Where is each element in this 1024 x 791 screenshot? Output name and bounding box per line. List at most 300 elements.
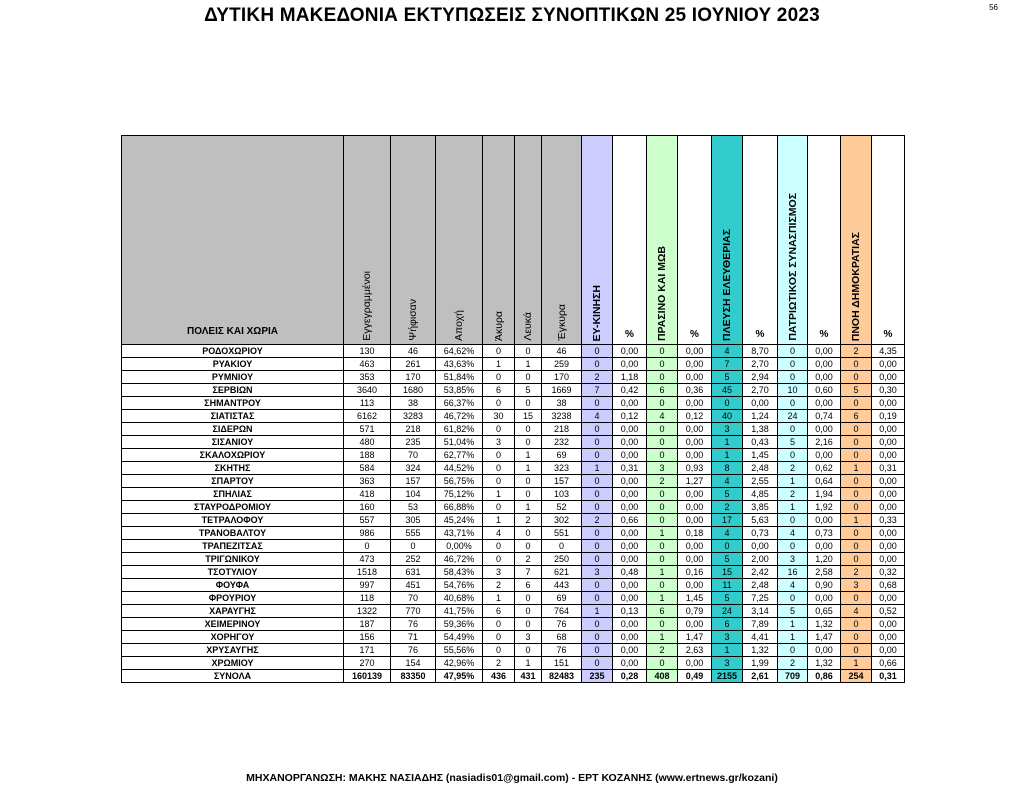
cell-blank: 0 — [515, 592, 542, 605]
cell-registered: 160 — [344, 501, 391, 514]
table-row — [122, 345, 905, 358]
cell-abstention: 54,76% — [436, 579, 483, 592]
header-pct-4: % — [808, 136, 841, 345]
cell-pnoi-pct: 0,00 — [872, 592, 905, 605]
cell-pnoi: 0 — [841, 644, 872, 657]
cell-plefsi-pct: 5,63 — [743, 514, 778, 527]
cell-pnoi: 1 — [841, 657, 872, 670]
header-blank — [515, 136, 542, 345]
cell-patriotikos: 5 — [778, 436, 808, 449]
table-row — [122, 605, 905, 618]
cell-pnoi-pct: 0,00 — [872, 540, 905, 553]
cell-invalid: 2 — [483, 657, 515, 670]
cell-abstention: 62,77% — [436, 449, 483, 462]
cell-blank: 0 — [515, 475, 542, 488]
header-party-pnoi-label: ΠΝΟΗ ΔΗΜΟΚΡΑΤΙΑΣ — [850, 231, 862, 341]
cell-place: ΦΟΥΦΑ — [122, 579, 344, 592]
cell-plefsi-pct: 2,61 — [743, 670, 778, 683]
cell-plefsi: 3 — [712, 631, 743, 644]
cell-plefsi-pct: 2,00 — [743, 553, 778, 566]
cell-pnoi: 1 — [841, 462, 872, 475]
header-abstention-label: Αποχή — [453, 309, 465, 341]
cell-patriotikos: 0 — [778, 423, 808, 436]
cell-plefsi-pct: 2,42 — [743, 566, 778, 579]
cell-prasino-mov: 0 — [647, 423, 678, 436]
cell-plefsi: 24 — [712, 605, 743, 618]
cell-invalid: 0 — [483, 371, 515, 384]
cell-patriotikos: 0 — [778, 592, 808, 605]
cell-place: ΣΙΔΕΡΩΝ — [122, 423, 344, 436]
cell-valid: 151 — [542, 657, 582, 670]
table-row — [122, 475, 905, 488]
cell-patriotikos-pct: 0,00 — [808, 345, 841, 358]
header-party-pnoi — [841, 136, 872, 345]
cell-registered: 0 — [344, 540, 391, 553]
cell-patriotikos-pct: 1,47 — [808, 631, 841, 644]
cell-place: ΣΚΑΛΟΧΩΡΙΟΥ — [122, 449, 344, 462]
cell-valid: 250 — [542, 553, 582, 566]
cell-voted: 83350 — [391, 670, 436, 683]
cell-valid: 68 — [542, 631, 582, 644]
results-body — [122, 345, 905, 683]
cell-blank: 0 — [515, 618, 542, 631]
cell-abstention: 41,75% — [436, 605, 483, 618]
table-row — [122, 553, 905, 566]
cell-blank: 1 — [515, 501, 542, 514]
cell-prasino-mov-pct: 0,00 — [678, 553, 712, 566]
cell-place: ΣΗΜΑΝΤΡΟΥ — [122, 397, 344, 410]
cell-blank: 0 — [515, 423, 542, 436]
cell-prasino-mov: 1 — [647, 527, 678, 540]
cell-pnoi: 2 — [841, 345, 872, 358]
cell-ev-kinisi: 0 — [582, 631, 613, 644]
cell-registered: 6162 — [344, 410, 391, 423]
cell-ev-kinisi-pct: 0,00 — [613, 592, 647, 605]
table-row — [122, 358, 905, 371]
cell-plefsi: 1 — [712, 436, 743, 449]
cell-ev-kinisi-pct: 0,13 — [613, 605, 647, 618]
cell-prasino-mov-pct: 1,45 — [678, 592, 712, 605]
cell-pnoi: 0 — [841, 371, 872, 384]
cell-pnoi: 1 — [841, 514, 872, 527]
cell-prasino-mov-pct: 0,00 — [678, 449, 712, 462]
cell-pnoi-pct: 0,00 — [872, 371, 905, 384]
cell-voted: 53 — [391, 501, 436, 514]
cell-invalid: 0 — [483, 644, 515, 657]
cell-registered: 986 — [344, 527, 391, 540]
cell-plefsi: 4 — [712, 527, 743, 540]
cell-valid: 3238 — [542, 410, 582, 423]
cell-place: ΤΡΑΠΕΖΙΤΣΑΣ — [122, 540, 344, 553]
cell-patriotikos: 2 — [778, 488, 808, 501]
totals-row — [122, 670, 905, 683]
cell-abstention: 66,37% — [436, 397, 483, 410]
cell-abstention: 64,62% — [436, 345, 483, 358]
cell-pnoi-pct: 0,19 — [872, 410, 905, 423]
cell-prasino-mov-pct: 0,93 — [678, 462, 712, 475]
cell-plefsi-pct: 8,70 — [743, 345, 778, 358]
cell-plefsi-pct: 3,85 — [743, 501, 778, 514]
cell-patriotikos: 1 — [778, 631, 808, 644]
cell-abstention: 55,56% — [436, 644, 483, 657]
cell-place: ΡΥΑΚΙΟΥ — [122, 358, 344, 371]
cell-ev-kinisi: 7 — [582, 384, 613, 397]
cell-voted: 46 — [391, 345, 436, 358]
cell-plefsi-pct: 4,41 — [743, 631, 778, 644]
cell-abstention: 46,72% — [436, 410, 483, 423]
cell-abstention: 56,75% — [436, 475, 483, 488]
cell-patriotikos-pct: 0,00 — [808, 540, 841, 553]
cell-pnoi: 0 — [841, 553, 872, 566]
cell-pnoi: 254 — [841, 670, 872, 683]
cell-patriotikos: 709 — [778, 670, 808, 683]
cell-invalid: 0 — [483, 397, 515, 410]
cell-invalid: 3 — [483, 436, 515, 449]
cell-invalid: 0 — [483, 475, 515, 488]
cell-patriotikos: 1 — [778, 618, 808, 631]
cell-pnoi-pct: 4,35 — [872, 345, 905, 358]
cell-prasino-mov: 6 — [647, 605, 678, 618]
cell-place: ΤΕΤΡΑΛΟΦΟΥ — [122, 514, 344, 527]
header-party-ev-kinisi — [582, 136, 613, 345]
cell-invalid: 0 — [483, 501, 515, 514]
cell-prasino-mov-pct: 0,00 — [678, 657, 712, 670]
cell-valid: 76 — [542, 644, 582, 657]
cell-prasino-mov-pct: 0,12 — [678, 410, 712, 423]
cell-voted: 305 — [391, 514, 436, 527]
cell-valid: 38 — [542, 397, 582, 410]
cell-patriotikos-pct: 0,60 — [808, 384, 841, 397]
footer-credit: ΜΗΧΑΝΟΡΓΑΝΩΣΗ: ΜΑΚΗΣ ΝΑΣΙΑΔΗΣ (nasiadis01@gmail.com) - ΕΡΤ ΚΟΖΑΝΗΣ (www.ertnews.gr/kozani) — [246, 772, 778, 784]
header-blank-label: Λευκά — [522, 312, 534, 341]
table-row — [122, 397, 905, 410]
cell-blank: 3 — [515, 631, 542, 644]
cell-blank: 0 — [515, 644, 542, 657]
cell-plefsi: 0 — [712, 397, 743, 410]
cell-ev-kinisi: 0 — [582, 358, 613, 371]
cell-plefsi-pct: 2,55 — [743, 475, 778, 488]
cell-prasino-mov-pct: 0,18 — [678, 527, 712, 540]
cell-patriotikos-pct: 0,00 — [808, 397, 841, 410]
cell-ev-kinisi-pct: 0,00 — [613, 657, 647, 670]
cell-registered: 584 — [344, 462, 391, 475]
cell-blank: 1 — [515, 462, 542, 475]
cell-registered: 187 — [344, 618, 391, 631]
cell-invalid: 436 — [483, 670, 515, 683]
cell-pnoi-pct: 0,00 — [872, 449, 905, 462]
table-row — [122, 566, 905, 579]
cell-plefsi-pct: 7,25 — [743, 592, 778, 605]
cell-plefsi-pct: 7,89 — [743, 618, 778, 631]
cell-registered: 353 — [344, 371, 391, 384]
cell-abstention: 43,71% — [436, 527, 483, 540]
cell-plefsi-pct: 2,70 — [743, 384, 778, 397]
cell-prasino-mov: 0 — [647, 579, 678, 592]
cell-patriotikos-pct: 0,00 — [808, 423, 841, 436]
cell-patriotikos-pct: 1,32 — [808, 618, 841, 631]
cell-blank: 6 — [515, 579, 542, 592]
cell-prasino-mov: 0 — [647, 501, 678, 514]
cell-registered: 480 — [344, 436, 391, 449]
cell-plefsi-pct: 0,00 — [743, 397, 778, 410]
cell-ev-kinisi-pct: 0,00 — [613, 579, 647, 592]
table-row — [122, 501, 905, 514]
cell-ev-kinisi-pct: 1,18 — [613, 371, 647, 384]
cell-prasino-mov: 0 — [647, 449, 678, 462]
cell-prasino-mov: 1 — [647, 566, 678, 579]
table-row — [122, 449, 905, 462]
cell-ev-kinisi: 2 — [582, 371, 613, 384]
cell-voted: 38 — [391, 397, 436, 410]
cell-blank: 2 — [515, 553, 542, 566]
cell-abstention: 40,68% — [436, 592, 483, 605]
cell-patriotikos-pct: 0,86 — [808, 670, 841, 683]
cell-plefsi: 2155 — [712, 670, 743, 683]
cell-registered: 156 — [344, 631, 391, 644]
cell-plefsi: 3 — [712, 657, 743, 670]
cell-pnoi-pct: 0,31 — [872, 670, 905, 683]
header-invalid — [483, 136, 515, 345]
cell-blank: 1 — [515, 657, 542, 670]
cell-invalid: 0 — [483, 618, 515, 631]
cell-pnoi: 0 — [841, 631, 872, 644]
cell-place: ΣΠΑΡΤΟΥ — [122, 475, 344, 488]
cell-plefsi: 4 — [712, 345, 743, 358]
cell-voted: 261 — [391, 358, 436, 371]
cell-patriotikos-pct: 1,94 — [808, 488, 841, 501]
cell-registered: 188 — [344, 449, 391, 462]
cell-plefsi-pct: 1,38 — [743, 423, 778, 436]
cell-valid: 103 — [542, 488, 582, 501]
cell-prasino-mov: 0 — [647, 397, 678, 410]
cell-prasino-mov: 2 — [647, 475, 678, 488]
cell-ev-kinisi-pct: 0,00 — [613, 631, 647, 644]
cell-prasino-mov-pct: 1,47 — [678, 631, 712, 644]
header-abstention — [436, 136, 483, 345]
cell-registered: 118 — [344, 592, 391, 605]
cell-valid: 69 — [542, 592, 582, 605]
cell-valid: 76 — [542, 618, 582, 631]
cell-ev-kinisi: 0 — [582, 501, 613, 514]
cell-invalid: 3 — [483, 566, 515, 579]
cell-patriotikos-pct: 0,73 — [808, 527, 841, 540]
cell-blank: 0 — [515, 345, 542, 358]
table-row — [122, 657, 905, 670]
cell-plefsi-pct: 0,00 — [743, 540, 778, 553]
cell-patriotikos-pct: 0,00 — [808, 371, 841, 384]
cell-voted: 235 — [391, 436, 436, 449]
header-invalid-label: Άκυρα — [492, 310, 505, 341]
cell-blank: 15 — [515, 410, 542, 423]
cell-blank: 0 — [515, 436, 542, 449]
cell-patriotikos: 0 — [778, 358, 808, 371]
cell-plefsi-pct: 2,48 — [743, 462, 778, 475]
cell-valid: 218 — [542, 423, 582, 436]
cell-prasino-mov-pct: 0,16 — [678, 566, 712, 579]
cell-place: ΣΚΗΤΗΣ — [122, 462, 344, 475]
cell-place: ΧΑΡΑΥΓΗΣ — [122, 605, 344, 618]
cell-voted: 76 — [391, 618, 436, 631]
cell-ev-kinisi: 0 — [582, 553, 613, 566]
cell-invalid: 1 — [483, 358, 515, 371]
header-voted — [391, 136, 436, 345]
cell-place: ΣΥΝΟΛΑ — [122, 670, 344, 683]
cell-pnoi: 0 — [841, 449, 872, 462]
cell-abstention: 51,04% — [436, 436, 483, 449]
header-pct-1: % — [613, 136, 647, 345]
cell-voted: 157 — [391, 475, 436, 488]
cell-patriotikos: 0 — [778, 397, 808, 410]
table-row — [122, 631, 905, 644]
cell-ev-kinisi-pct: 0,12 — [613, 410, 647, 423]
cell-ev-kinisi-pct: 0,00 — [613, 423, 647, 436]
cell-pnoi-pct: 0,00 — [872, 644, 905, 657]
cell-pnoi-pct: 0,33 — [872, 514, 905, 527]
cell-pnoi-pct: 0,68 — [872, 579, 905, 592]
table-row — [122, 410, 905, 423]
header-party-patriotikos-label: ΠΑΤΡΙΩΤΙΚΟΣ ΣΥΝΑΣΠΙΣΜΟΣ — [786, 193, 799, 341]
cell-abstention: 51,84% — [436, 371, 483, 384]
cell-ev-kinisi: 0 — [582, 449, 613, 462]
cell-place: ΧΕΙΜΕΡΙΝΟΥ — [122, 618, 344, 631]
cell-place: ΣΙΣΑΝΙΟΥ — [122, 436, 344, 449]
table-row — [122, 423, 905, 436]
cell-place: ΤΡΑΝΟΒΑΛΤΟΥ — [122, 527, 344, 540]
cell-registered: 171 — [344, 644, 391, 657]
cell-abstention: 53,85% — [436, 384, 483, 397]
cell-place: ΣΕΡΒΙΩΝ — [122, 384, 344, 397]
header-party-plefsi-label: ΠΛΕΥΣΗ ΕΛΕΥΘΕΡΙΑΣ — [721, 229, 733, 341]
cell-ev-kinisi-pct: 0,42 — [613, 384, 647, 397]
cell-blank: 1 — [515, 449, 542, 462]
cell-valid: 1669 — [542, 384, 582, 397]
cell-voted: 1680 — [391, 384, 436, 397]
cell-prasino-mov-pct: 0,49 — [678, 670, 712, 683]
header-party-plefsi — [712, 136, 743, 345]
cell-prasino-mov: 0 — [647, 488, 678, 501]
cell-invalid: 0 — [483, 540, 515, 553]
cell-plefsi: 2 — [712, 501, 743, 514]
table-row — [122, 579, 905, 592]
cell-voted: 154 — [391, 657, 436, 670]
cell-patriotikos-pct: 0,00 — [808, 449, 841, 462]
cell-blank: 7 — [515, 566, 542, 579]
table-row — [122, 618, 905, 631]
cell-plefsi-pct: 1,32 — [743, 644, 778, 657]
cell-abstention: 58,43% — [436, 566, 483, 579]
header-party-patriotikos — [778, 136, 808, 345]
cell-valid: 0 — [542, 540, 582, 553]
cell-ev-kinisi: 0 — [582, 345, 613, 358]
cell-place: ΣΙΑΤΙΣΤΑΣ — [122, 410, 344, 423]
cell-ev-kinisi-pct: 0,00 — [613, 397, 647, 410]
cell-abstention: 75,12% — [436, 488, 483, 501]
cell-pnoi: 3 — [841, 579, 872, 592]
cell-prasino-mov-pct: 0,79 — [678, 605, 712, 618]
header-row — [122, 136, 905, 345]
header-party-prasino-mov — [647, 136, 678, 345]
cell-invalid: 1 — [483, 592, 515, 605]
cell-blank: 1 — [515, 358, 542, 371]
cell-pnoi: 0 — [841, 397, 872, 410]
cell-valid: 443 — [542, 579, 582, 592]
cell-pnoi-pct: 0,00 — [872, 358, 905, 371]
cell-abstention: 47,95% — [436, 670, 483, 683]
table-row — [122, 514, 905, 527]
cell-abstention: 0,00% — [436, 540, 483, 553]
cell-plefsi-pct: 1,24 — [743, 410, 778, 423]
cell-ev-kinisi: 0 — [582, 644, 613, 657]
cell-prasino-mov-pct: 2,63 — [678, 644, 712, 657]
cell-ev-kinisi: 2 — [582, 514, 613, 527]
cell-ev-kinisi-pct: 0,66 — [613, 514, 647, 527]
cell-pnoi-pct: 0,32 — [872, 566, 905, 579]
cell-prasino-mov-pct: 0,00 — [678, 423, 712, 436]
cell-registered: 3640 — [344, 384, 391, 397]
cell-prasino-mov: 3 — [647, 462, 678, 475]
cell-blank: 5 — [515, 384, 542, 397]
header-pct-3: % — [743, 136, 778, 345]
cell-ev-kinisi: 0 — [582, 527, 613, 540]
cell-prasino-mov: 0 — [647, 657, 678, 670]
cell-prasino-mov-pct: 0,00 — [678, 514, 712, 527]
cell-invalid: 0 — [483, 345, 515, 358]
cell-plefsi: 0 — [712, 540, 743, 553]
cell-prasino-mov-pct: 0,00 — [678, 540, 712, 553]
cell-patriotikos: 4 — [778, 527, 808, 540]
header-pct-2: % — [678, 136, 712, 345]
cell-patriotikos-pct: 0,64 — [808, 475, 841, 488]
cell-valid: 621 — [542, 566, 582, 579]
cell-pnoi: 0 — [841, 540, 872, 553]
cell-ev-kinisi-pct: 0,31 — [613, 462, 647, 475]
cell-voted: 451 — [391, 579, 436, 592]
cell-prasino-mov-pct: 0,36 — [678, 384, 712, 397]
cell-patriotikos-pct: 1,32 — [808, 657, 841, 670]
cell-place: ΦΡΟΥΡΙΟΥ — [122, 592, 344, 605]
cell-plefsi: 1 — [712, 449, 743, 462]
cell-patriotikos: 3 — [778, 553, 808, 566]
cell-place: ΡΥΜΝΙΟΥ — [122, 371, 344, 384]
cell-pnoi: 5 — [841, 384, 872, 397]
cell-patriotikos: 5 — [778, 605, 808, 618]
cell-patriotikos: 1 — [778, 501, 808, 514]
cell-registered: 160139 — [344, 670, 391, 683]
cell-patriotikos-pct: 0,74 — [808, 410, 841, 423]
cell-ev-kinisi: 0 — [582, 475, 613, 488]
cell-prasino-mov: 2 — [647, 644, 678, 657]
cell-prasino-mov-pct: 0,00 — [678, 358, 712, 371]
cell-ev-kinisi-pct: 0,00 — [613, 436, 647, 449]
cell-ev-kinisi: 0 — [582, 592, 613, 605]
cell-plefsi-pct: 1,99 — [743, 657, 778, 670]
cell-voted: 76 — [391, 644, 436, 657]
header-party-ev-kinisi-label: ΕΥ-ΚΙΝΗΣΗ — [591, 284, 603, 341]
cell-place: ΤΣΟΤΥΛΙΟΥ — [122, 566, 344, 579]
cell-prasino-mov-pct: 0,00 — [678, 618, 712, 631]
cell-registered: 1322 — [344, 605, 391, 618]
cell-pnoi: 0 — [841, 475, 872, 488]
cell-plefsi-pct: 2,70 — [743, 358, 778, 371]
cell-pnoi: 0 — [841, 436, 872, 449]
cell-plefsi-pct: 2,48 — [743, 579, 778, 592]
cell-blank: 0 — [515, 397, 542, 410]
cell-voted: 3283 — [391, 410, 436, 423]
cell-patriotikos: 0 — [778, 345, 808, 358]
cell-registered: 473 — [344, 553, 391, 566]
cell-patriotikos: 0 — [778, 540, 808, 553]
cell-voted: 555 — [391, 527, 436, 540]
